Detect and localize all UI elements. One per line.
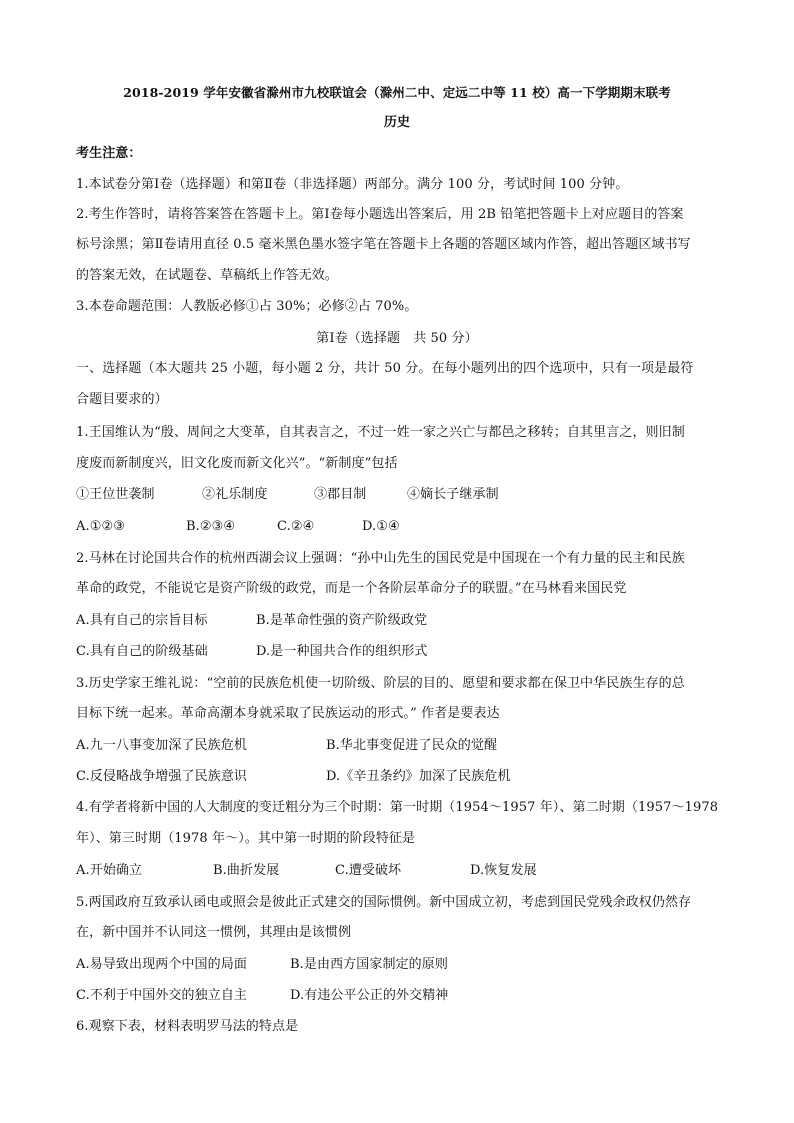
q1-option-a: A.①②③: [76, 519, 125, 534]
q3-option-d: D.《辛丑条约》加深了民族危机: [326, 769, 511, 784]
question-4-stem-line-2: 年）、第三时期（1978 年～）。其中第一时期的阶段特征是: [76, 831, 416, 846]
q3-option-c: C.反侵略战争增强了民族意识: [76, 769, 248, 784]
q1-option-b: B.②③④: [186, 519, 236, 534]
q3-option-b: B.华北事变促进了民众的觉醒: [326, 738, 498, 753]
q3-option-a: A.九一八事变加深了民族危机: [76, 738, 247, 753]
q1-item-4: ④嫡长子继承制: [407, 487, 499, 502]
question-1-stem-line-1: 1.王国维认为“殷、周间之大变革，自其表言之，不过一姓一家之兴亡与都邑之移转；自其里言之，则旧制: [76, 425, 685, 440]
exam-title: 2018-2019 学年安徽省滁州市九校联谊会（滁州二中、定远二中等 11 校）高一下学期期末联考: [123, 85, 671, 100]
question-5-stem-line-1: 5.两国政府互致承认函电或照会是彼此正式建交的国际惯例。新中国成立初，考虑到国民党残余政权仍然存: [76, 895, 692, 910]
part1-heading: 第Ⅰ卷（选择题 共 50 分）: [316, 331, 478, 346]
q5-option-a: A.易导致出现两个中国的局面: [76, 957, 247, 972]
q5-option-d: D.有违公平公正的外交精神: [290, 988, 449, 1003]
question-5-options-row-2: [76, 987, 726, 1005]
subject-title: 历史: [383, 115, 411, 130]
notice-heading: 考生注意：: [76, 146, 142, 161]
section-intro-line-1: 一、选择题（本大题共 25 小题，每小题 2 分，共计 50 分。在每小题列出的四个选项中，只有一项是最符: [76, 361, 694, 376]
question-3-stem-line-1: 3.历史学家王维礼说：“空前的民族危机使一切阶级、阶层的目的、愿望和要求都在保卫中华民族生存的总: [76, 676, 685, 691]
question-5-stem-line-2: 在，新中国并不认同这一惯例，其理由是该惯例: [76, 925, 352, 940]
question-1-items: [76, 486, 726, 504]
q1-option-d: D.①④: [362, 519, 400, 534]
question-3-options-row-1: [76, 737, 726, 755]
q1-item-3: ③郡目制: [314, 487, 367, 502]
question-5-options-row-1: [76, 956, 726, 974]
q1-item-2: ②礼乐制度: [202, 487, 268, 502]
q2-option-b: B.是革命性强的资产阶级政党: [256, 613, 428, 628]
q1-item-1: ①王位世袭制: [76, 487, 155, 502]
question-1-stem-line-2: 度废而新制度兴，旧文化废而新文化兴”。“新制度”包括: [76, 456, 398, 471]
notice-item-2-line-2: 标号涂黑；第Ⅱ卷请用直径 0.5 毫米黑色墨水签字笔在答题卡上各题的答题区域内作答，超出答题区域书写: [76, 237, 691, 252]
q4-option-a: A.开始确立: [76, 863, 143, 878]
notice-item-1: 1.本试卷分第Ⅰ卷（选择题）和第Ⅱ卷（非选择题）两部分。满分 100 分，考试时间 100 分钟。: [76, 177, 629, 192]
question-6-stem-line-1: 6.观察下表，材料表明罗马法的特点是: [76, 1019, 299, 1034]
q2-option-a: A.具有自己的宗旨目标: [76, 613, 208, 628]
q2-option-d: D.是一种国共合作的组织形式: [256, 644, 428, 659]
question-4-stem-line-1: 4.有学者将新中国的人大制度的变迁粗分为三个时期：第一时期（1954～1957 年）、第二时期（1957～1978: [76, 800, 719, 815]
question-2-stem-line-2: 革命的政党，不能说它是资产阶级的政党，而是一个各阶层革命分子的联盟。”在马林看来国民党: [76, 581, 627, 596]
section-intro-line-2: 合题目要求的）: [76, 392, 168, 407]
q4-option-c: C.遭受破坏: [335, 863, 402, 878]
question-2-stem-line-1: 2.马林在讨论国共合作的杭州西湖会议上强调：“孙中山先生的国民党是中国现在一个有力量的民主和民族: [76, 551, 685, 566]
q4-option-b: B.曲折发展: [213, 863, 280, 878]
q1-option-c: C.②④: [277, 519, 315, 534]
q2-option-c: C.具有自己的阶级基础: [76, 644, 208, 659]
notice-item-3: 3.本卷命题范围：人教版必修①占 30%；必修②占 70%。: [76, 299, 418, 314]
notice-item-2-line-1: 2.考生作答时，请将答案答在答题卡上。第Ⅰ卷每小题选出答案后，用 2B 铅笔把答题卡上对应题目的答案: [76, 207, 684, 222]
question-4-options: [76, 862, 726, 880]
notice-item-2-line-3: 的答案无效，在试题卷、草稿纸上作答无效。: [76, 268, 339, 283]
q5-option-c: C.不利于中国外交的独立自主: [76, 988, 248, 1003]
q4-option-d: D.恢复发展: [470, 863, 537, 878]
question-3-options-row-2: [76, 768, 726, 786]
question-2-options-row-1: [76, 612, 726, 630]
q5-option-b: B.是由西方国家制定的原则: [290, 957, 448, 972]
question-3-stem-line-2: 目标下统一起来。革命高潮本身就采取了民族运动的形式。” 作者是要表达: [76, 706, 500, 721]
question-2-options-row-2: [76, 643, 726, 661]
question-1-options: [76, 518, 726, 536]
